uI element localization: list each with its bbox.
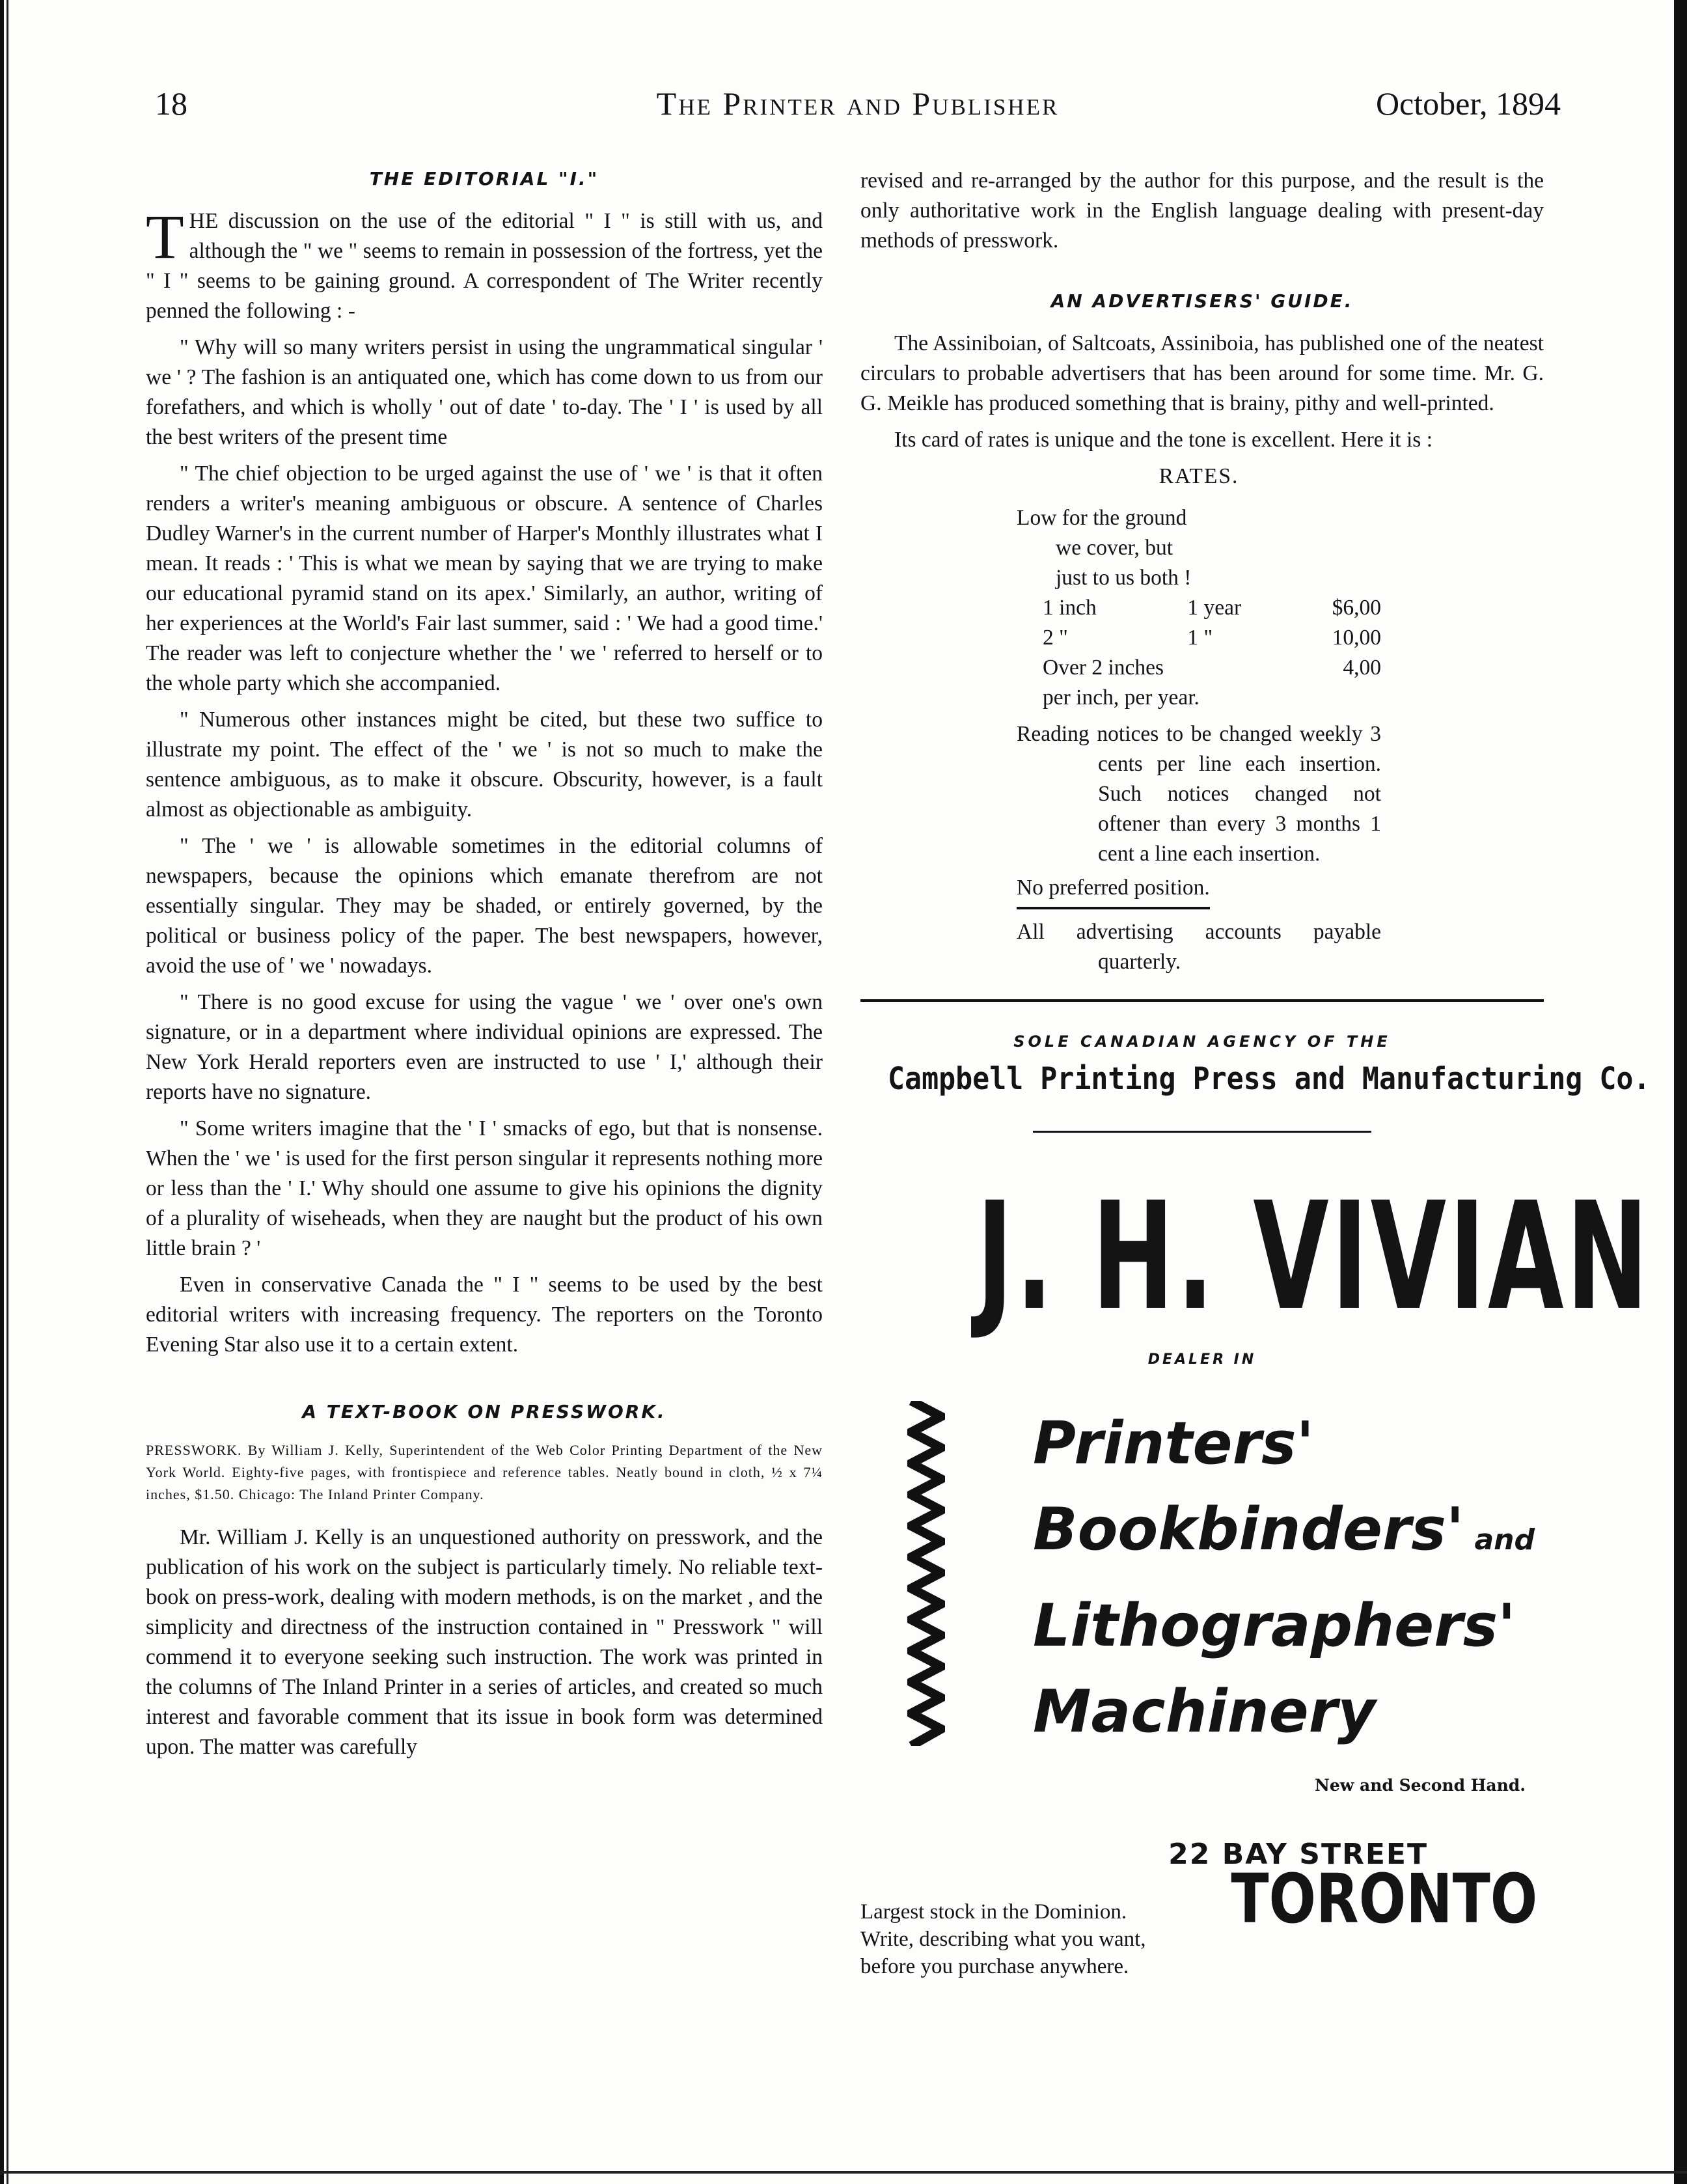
rate-price: 10,00 [1332, 626, 1381, 650]
zigzag-ornament [907, 1401, 945, 1746]
running-header [155, 85, 1561, 130]
advertisers-heading: AN ADVERTISERS' GUIDE. [1050, 290, 1354, 312]
rate-row [1017, 653, 1381, 683]
presswork-heading: A TEXT-BOOK ON PRESSWORK. [302, 1401, 666, 1422]
editorial-paragraph: " The ' we ' is allowable sometimes in the editorial columns of newspapers, because the opinions which emanate therefrom are not essentially singular. They may be shaded, or entirely governed, by the political or business policy of the paper. The best newspapers, however, avoid the use of ' we ' nowadays. [146, 834, 823, 978]
accounts-payable: All advertising accounts payable quarterly. [1017, 920, 1381, 974]
machinery-line-with-and [1033, 1487, 1535, 1583]
publication-title: The Printer and Publisher [656, 85, 1060, 122]
and-word: and [1474, 1523, 1535, 1556]
rate-price: $6,00 [1332, 596, 1381, 620]
dealer-in-label: DEALER IN [1147, 1351, 1257, 1368]
advertisers-paragraph: The Assiniboian, of Saltcoats, Assiniboia, has published one of the neatest circulars to probable advertisers that has been around for some time. Mr. G. G. Meikle has produced something that is brainy, pithy and well-printed. [860, 331, 1544, 415]
editorial-paragraph: " Some writers imagine that the ' I ' smacks of ego, but that is nonsense. When the ' we ' is used for the first person singular it represents nothing more or less than the ' I.' Why should one assume to give his opinions the dignity of a plurality of wiseheads, when they are naught but the product of his own little brain ? ' [146, 1116, 823, 1260]
rates-heading: RATES. [1159, 464, 1239, 488]
page-bottom-edge [0, 2164, 1687, 2184]
page-binding-edge [0, 0, 14, 2184]
stock-line: before you purchase anywhere. [860, 1955, 1129, 1978]
editorial-heading: THE EDITORIAL "I." [369, 168, 599, 189]
page-number: 18 [155, 85, 187, 122]
rates-motto-line: just to us both ! [1056, 566, 1192, 590]
machinery-line: Bookbinders' [1033, 1495, 1464, 1564]
city-name: TORONTO [1231, 1859, 1537, 1939]
machinery-line: Machinery [1033, 1678, 1376, 1746]
left-column [146, 166, 823, 1769]
no-preferred-position: No preferred position. [1017, 873, 1210, 909]
presswork-paragraph: Mr. William J. Kelly is an unquestioned authority on presswork, and the publication of his work on the subject is particularly timely. No reliable text-book on press-work, dealing with modern methods, is on the market , and the simplicity and directness of the instruction contained in " Presswork " will commend it to everyone seeking such instruction. The work was printed in the columns of The Inland Printer in a series of articles, and created so much interest and favorable comment that its issue in book form was determined upon. The matter was carefully [146, 1525, 823, 1759]
stock-note [860, 1898, 1225, 1980]
rate-price: 4,00 [1343, 656, 1381, 680]
rate-size: 1 inch [1043, 596, 1097, 620]
rate-size: 2 " [1043, 626, 1068, 650]
rates-card [1017, 462, 1381, 977]
rate-per-inch: per inch, per year. [1043, 685, 1200, 710]
editorial-paragraph: " The chief objection to be urged against the use of ' we ' is that it often renders a writer's meaning ambiguous or obscure. A sentence of Charles Dudley Warner's in the current number of Harper's Monthly illustrates what I mean. It reads : ' This is what we mean by saying that we are trying to make our educational pyramid stand on its apex.' Similarly, an author, writing of her experiences at the World's Fair last summer, said : ' We had a good time.' The reader was left to conjecture whether the ' we ' referred to herself or to the whole party which she accompanied. [146, 462, 823, 695]
street-address: 22 BAY STREET [1168, 1838, 1428, 1871]
editorial-paragraph: " There is no good excuse for using the vague ' we ' over one's own signature, or in a department where individual opinions are expressed. The New York Herald reporters even are instructed to use ' I,' although their reports have no signature. [146, 990, 823, 1104]
short-divider [1033, 1131, 1371, 1133]
editorial-paragraph: Even in conservative Canada the " I " seems to be used by the best editorial writers with increasing frequency. The reporters on the Toronto Evening Star also use it to a certain extent. [146, 1273, 823, 1357]
stock-line: Largest stock in the Dominion. [860, 1900, 1127, 1924]
address-block [860, 1840, 1544, 1989]
rate-term: 1 " [1187, 626, 1213, 650]
new-second-hand: New and Second Hand. [1315, 1776, 1526, 1795]
editorial-paragraph: " Numerous other instances might be cited, but these two suffice to illustrate my point. The effect of the ' we ' is not so much to make the sentence ambiguous, as to make it obscure. Obscurity, however, is a fault almost as objectionable as ambiguity. [146, 708, 823, 822]
machinery-line: Lithographers' [1033, 1592, 1516, 1660]
editorial-paragraph [146, 202, 823, 326]
page-right-edge [1670, 0, 1687, 2184]
rates-motto-line: Low for the ground [1017, 506, 1187, 530]
right-column [860, 166, 1651, 1989]
rate-term: 1 year [1187, 596, 1242, 620]
agency-line: SOLE CANADIAN AGENCY OF THE [1013, 1032, 1391, 1051]
editorial-paragraph: " Why will so many writers persist in using the ungrammatical singular ' we ' ? The fashion is an antiquated one, which has come down to us from our forefathers, and which is wholly ' out of date ' to-day. The ' I ' is used by all the best writers of the present time [146, 335, 823, 449]
rate-row [1017, 593, 1381, 623]
book-citation: PRESSWORK. By William J. Kelly, Superintendent of the Web Color Printing Department of the New York World. Eighty-five pages, with frontispiece and reference tables. Neatly bound in cloth, ½ x 7¼ inches, $1.50. Chicago: The Inland Printer Company. [146, 1442, 823, 1502]
issue-date: October, 1894 [1375, 85, 1561, 122]
rate-size: Over 2 inches [1043, 656, 1164, 680]
reading-notices: Reading notices to be changed weekly 3 cents per line each insertion. Such notices changed not oftener than every 3 months 1 cent a line each insertion. [1017, 722, 1381, 866]
company-name: Campbell Printing Press and Manufacturing Co. [888, 1061, 1651, 1097]
stock-line: Write, describing what you want, [860, 1928, 1146, 1951]
rates-motto-line: we cover, but [1056, 536, 1173, 560]
section-divider [860, 999, 1544, 1002]
drop-cap: T [146, 202, 184, 271]
editorial-paragraph-text: HE discussion on the use of the editorial " I " is still with us, and although the " we " seems to remain in possession of the fortress, yet the " I " seems to be gaining ground. A correspondent of The Writer recently penned the following : - [146, 209, 823, 323]
machinery-block [860, 1401, 1544, 1765]
presswork-continuation: revised and re-arranged by the author for this purpose, and the result is the only authoritative work in the English language dealing with present-day methods of presswork. [860, 169, 1544, 253]
dealer-name: J. H. VIVIAN [976, 1170, 1651, 1343]
rate-row [1017, 623, 1381, 653]
machinery-lines [1033, 1401, 1535, 1755]
machinery-line: Printers' [1033, 1409, 1315, 1478]
advertisers-paragraph: Its card of rates is unique and the tone is excellent. Here it is : [894, 428, 1433, 452]
